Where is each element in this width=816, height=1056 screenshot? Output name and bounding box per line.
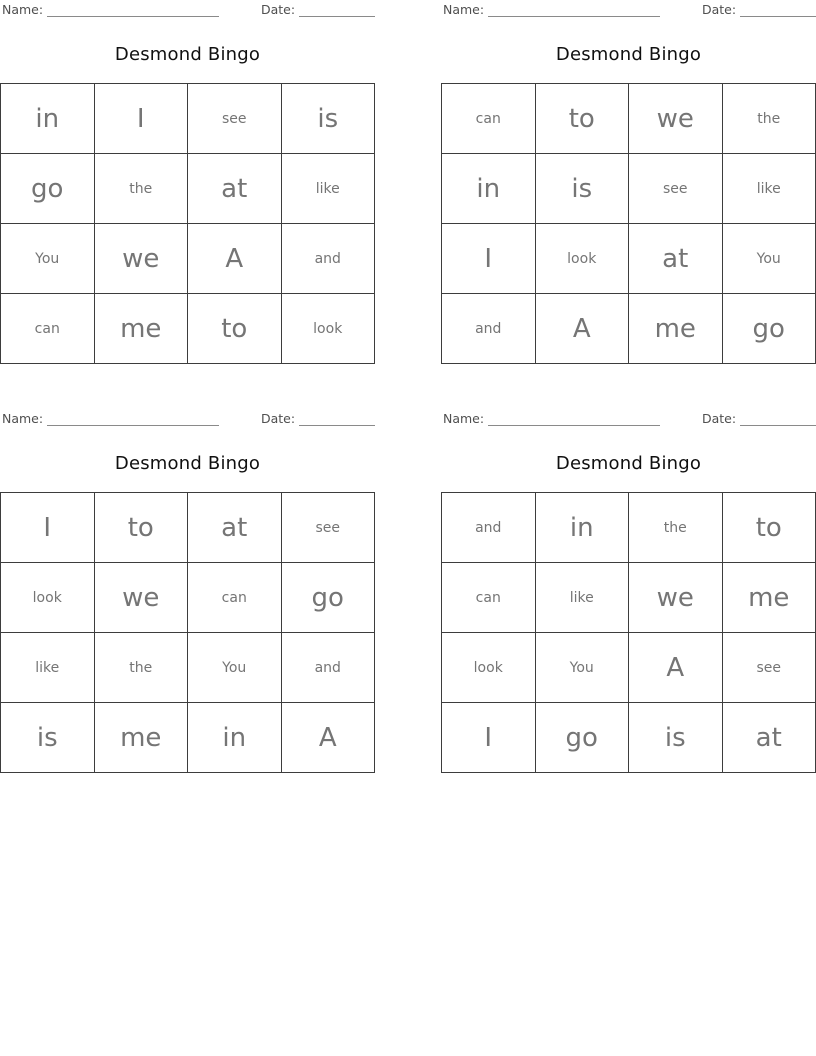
bingo-cell: like — [1, 633, 95, 703]
bingo-cell: can — [188, 563, 282, 633]
bingo-grid — [0, 83, 375, 364]
bingo-cell: You — [188, 633, 282, 703]
bingo-cell: at — [629, 224, 723, 294]
bingo-card-top-right — [441, 0, 816, 364]
bingo-cell: me — [94, 703, 188, 773]
name-date-row — [441, 409, 816, 426]
bingo-cell: we — [94, 224, 188, 294]
bingo-grid — [441, 83, 816, 364]
bingo-cell: I — [442, 703, 536, 773]
date-blank-line — [740, 3, 816, 17]
bingo-cell: see — [188, 84, 282, 154]
bingo-cell: in — [442, 154, 536, 224]
bingo-grid — [441, 492, 816, 773]
date-label: Date: — [701, 2, 737, 17]
bingo-cell: we — [629, 563, 723, 633]
bingo-cell: A — [629, 633, 723, 703]
bingo-cell: me — [629, 294, 723, 364]
bingo-cell: can — [442, 563, 536, 633]
bingo-cell: You — [535, 633, 629, 703]
bingo-cell: look — [535, 224, 629, 294]
card-title: Desmond Bingo — [555, 44, 702, 65]
card-title: Desmond Bingo — [555, 453, 702, 474]
bingo-cell: the — [94, 633, 188, 703]
bingo-cell: is — [1, 703, 95, 773]
name-label: Name: — [2, 411, 44, 426]
card-title: Desmond Bingo — [114, 453, 261, 474]
bingo-cell: and — [281, 633, 375, 703]
bingo-cell: You — [722, 224, 816, 294]
bingo-cell: in — [188, 703, 282, 773]
name-blank-line — [47, 412, 219, 426]
bingo-cell: to — [535, 84, 629, 154]
bingo-cell: and — [281, 224, 375, 294]
name-label: Name: — [2, 2, 44, 17]
bingo-cell: can — [442, 84, 536, 154]
bingo-cell: we — [629, 84, 723, 154]
bingo-cell: like — [722, 154, 816, 224]
bingo-card-bottom-right — [441, 409, 816, 773]
date-blank-line — [299, 3, 375, 17]
name-blank-line — [488, 412, 660, 426]
bingo-cell: at — [188, 493, 282, 563]
bingo-cell: and — [442, 493, 536, 563]
bingo-cell: go — [281, 563, 375, 633]
name-date-row — [441, 0, 816, 17]
name-label: Name: — [443, 2, 485, 17]
bingo-cell: I — [1, 493, 95, 563]
bingo-cell: go — [722, 294, 816, 364]
bingo-cell: me — [94, 294, 188, 364]
bingo-cell: like — [281, 154, 375, 224]
name-date-row — [0, 0, 375, 17]
bingo-cell: the — [722, 84, 816, 154]
bingo-cell: me — [722, 563, 816, 633]
date-label: Date: — [260, 2, 296, 17]
name-blank-line — [488, 3, 660, 17]
bingo-cell: is — [535, 154, 629, 224]
name-blank-line — [47, 3, 219, 17]
bingo-cell: see — [629, 154, 723, 224]
bingo-grid — [0, 492, 375, 773]
bingo-cell: look — [281, 294, 375, 364]
bingo-cell: is — [281, 84, 375, 154]
date-blank-line — [740, 412, 816, 426]
bingo-cell: in — [535, 493, 629, 563]
bingo-cell: is — [629, 703, 723, 773]
date-label: Date: — [701, 411, 737, 426]
bingo-cell: at — [722, 703, 816, 773]
bingo-cell: to — [722, 493, 816, 563]
bingo-card-bottom-left — [0, 409, 375, 773]
bingo-cell: A — [535, 294, 629, 364]
bingo-cell: to — [94, 493, 188, 563]
bingo-cell: the — [94, 154, 188, 224]
bingo-cell: look — [1, 563, 95, 633]
bingo-card-top-left — [0, 0, 375, 364]
bingo-cell: see — [722, 633, 816, 703]
card-title: Desmond Bingo — [114, 44, 261, 65]
name-date-row — [0, 409, 375, 426]
bingo-cell: A — [188, 224, 282, 294]
bingo-cell: You — [1, 224, 95, 294]
bingo-cell: at — [188, 154, 282, 224]
bingo-cell: can — [1, 294, 95, 364]
bingo-cell: the — [629, 493, 723, 563]
bingo-cell: to — [188, 294, 282, 364]
date-blank-line — [299, 412, 375, 426]
bingo-cell: see — [281, 493, 375, 563]
bingo-cell: we — [94, 563, 188, 633]
bingo-cell: go — [1, 154, 95, 224]
bingo-cell: in — [1, 84, 95, 154]
bingo-cell: and — [442, 294, 536, 364]
bingo-cell: go — [535, 703, 629, 773]
bingo-cell: look — [442, 633, 536, 703]
date-label: Date: — [260, 411, 296, 426]
bingo-cell: A — [281, 703, 375, 773]
bingo-cell: I — [94, 84, 188, 154]
bingo-cell: I — [442, 224, 536, 294]
bingo-cell: like — [535, 563, 629, 633]
name-label: Name: — [443, 411, 485, 426]
